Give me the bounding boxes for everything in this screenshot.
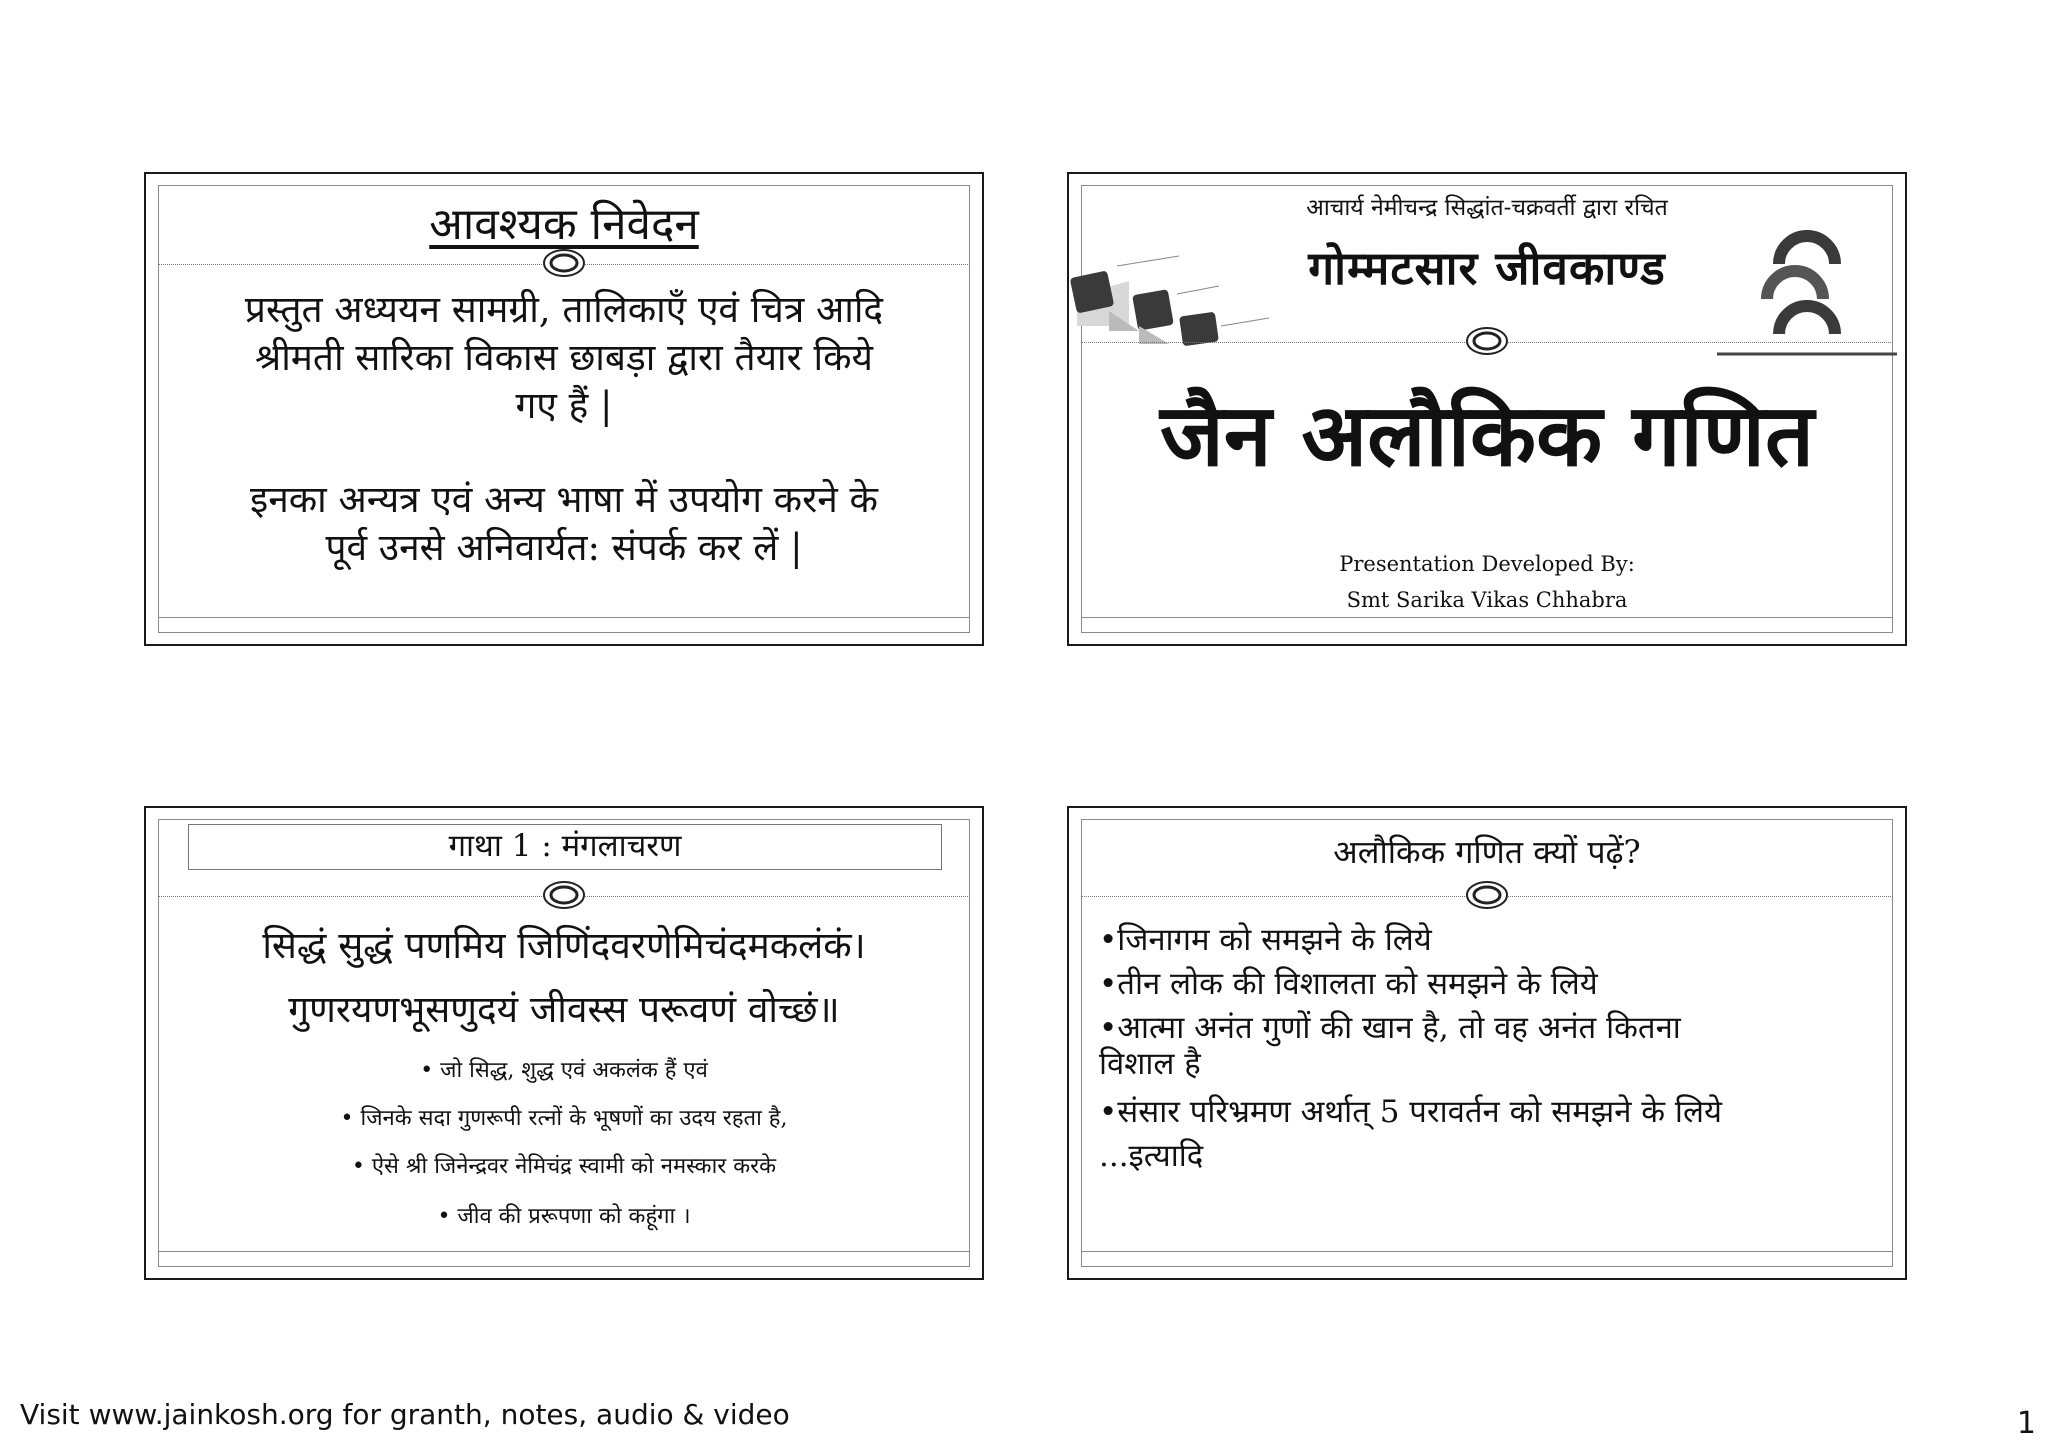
reason-item: •जिनागम को समझने के लिये [1099, 922, 1432, 958]
meaning-bullet: • ऐसे श्री जिनेन्द्रवर नेमिचंद्र स्वामी को नमस्कार करके [351, 1154, 777, 1179]
ornament-icon [542, 880, 586, 910]
text-line: प्रस्तुत अध्ययन सामग्री, तालिकाएँ एवं चित्र आदि [244, 288, 884, 331]
meaning-bullet: • जिनके सदा गुणरूपी रत्नों के भूषणों का उदय रहता है, [340, 1106, 788, 1131]
main-title: जैन अलौकिक गणित [1160, 385, 1814, 486]
book-title: गोम्मटसार जीवकाण्ड [1308, 241, 1666, 295]
slide-title: गाथा 1 : मंगलाचरण [188, 824, 942, 870]
slide-3 [144, 806, 984, 1280]
slide-title: अलौकिक गणित क्यों पढ़ें? [1333, 833, 1641, 871]
notice-paragraph-1 [176, 286, 952, 430]
verse-line: सिद्धं सुद्धं पणमिय जिणिंदवरणेमिचंदमकलंकं। [262, 924, 866, 967]
text-line: पूर्व उनसे अनिवार्यत: संपर्क कर लें | [325, 526, 803, 569]
author-line: आचार्य नेमीचन्द्र सिद्धांत-चक्रवर्ती द्वारा रचित [1306, 195, 1668, 221]
footer-line [158, 1251, 970, 1252]
reason-item: •तीन लोक की विशालता को समझने के लिये [1099, 966, 1598, 1002]
footer-line [1081, 1251, 1893, 1252]
ornament-icon [1465, 326, 1509, 356]
slide-4 [1067, 806, 1907, 1280]
footer-line [1081, 617, 1893, 618]
meaning-bullet: • जीव की प्ररूपणा को कहूंगा । [437, 1204, 691, 1229]
text-line: इनका अन्यत्र एवं अन्य भाषा में उपयोग करने के [250, 478, 878, 521]
text-line: गए हैं | [515, 384, 613, 427]
credit-name: Smt Sarika Vikas Chhabra [1346, 588, 1628, 612]
reason-item: •संसार परिभ्रमण अर्थात् 5 परावर्तन को समझने के लिये [1099, 1094, 1722, 1130]
slide-2 [1067, 172, 1907, 646]
notice-paragraph-2 [176, 476, 952, 572]
reason-item: ...इत्यादि [1099, 1138, 1204, 1174]
ornament-icon [1465, 880, 1509, 910]
slide-title: आवश्यक निवेदन [429, 199, 699, 250]
text-line: श्रीमती सारिका विकास छाबड़ा द्वारा तैयार किये [255, 336, 873, 379]
reason-item-continued: विशाल है [1099, 1046, 1201, 1082]
ornament-icon [542, 248, 586, 278]
footer-link-text[interactable]: Visit www.jainkosh.org for granth, notes, audio & video [20, 1398, 790, 1431]
slide-1 [144, 172, 984, 646]
reason-item: •आत्मा अनंत गुणों की खान है, तो वह अनंत कितना [1099, 1010, 1681, 1046]
footer-line [158, 617, 970, 618]
diagram-steps-icon [1069, 226, 1329, 346]
page-number: 1 [2016, 1406, 2036, 1441]
verse-line: गुणरयणभूसणुदयं जीवस्स परूवणं वोच्छं॥ [288, 988, 840, 1031]
meaning-bullet: • जो सिद्ध, शुद्ध एवं अकलंक हैं एवं [420, 1058, 708, 1083]
credit-label: Presentation Developed By: [1339, 552, 1635, 576]
